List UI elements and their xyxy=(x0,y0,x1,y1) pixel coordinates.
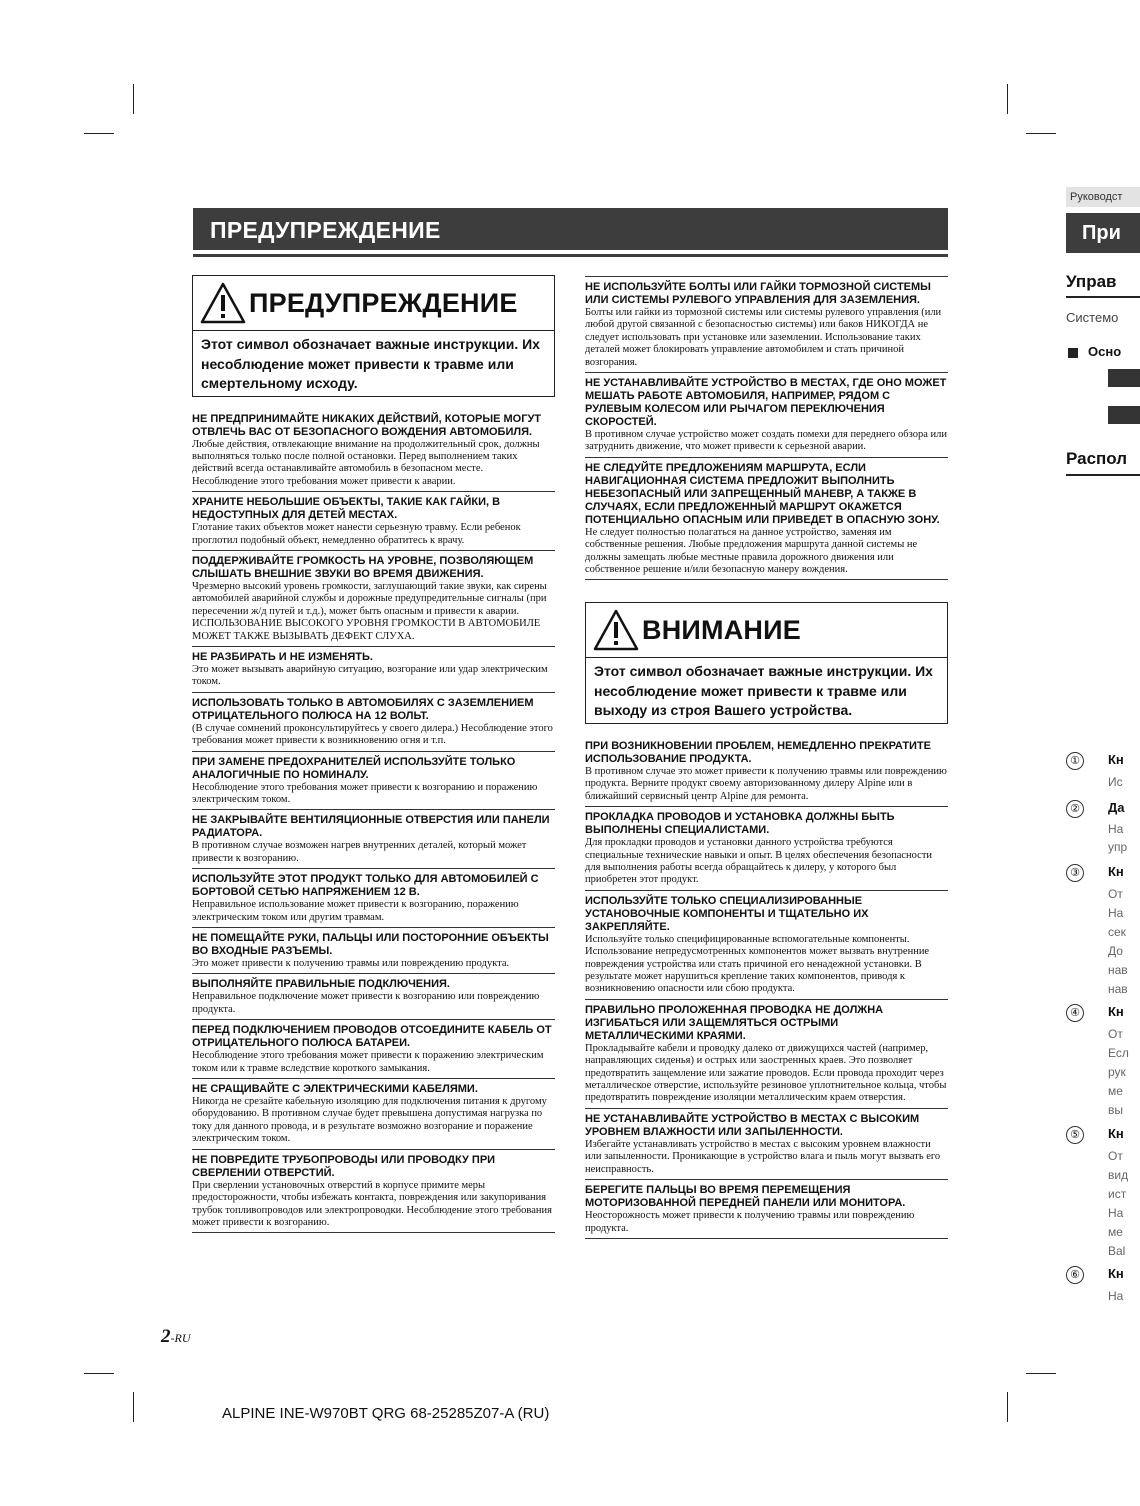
peek-rule xyxy=(1066,296,1140,298)
list-item xyxy=(585,458,948,581)
right-column xyxy=(585,276,948,1239)
item-body: Неосторожность может привести к получению травмы или повреждению продукта. xyxy=(585,1210,915,1234)
callout-text: вы xyxy=(1108,1103,1123,1117)
callout-text: На xyxy=(1108,1206,1124,1220)
item-body: Используйте только специфицированные вспомогательные компоненты. Использование непредусмотренных компонентов может вызвать внутренние повреждения устройства или стать причиной его ненадежной установки. В результате может нарушиться крепление таких компонентов, приводя к возникновению опасности или сбою продукта. xyxy=(585,933,930,995)
page-number-value: 2 xyxy=(161,1326,171,1347)
item-body: Прокладывайте кабели и проводку далеко от движущихся частей (например, направляющих сиденья) и острых или заостренных краев. Это позволяет предотвратить защемление или зажатие проводов. Если провода проходит через металлическое отверстие, используйте резиновое уплотнительное кольца, чтобы предотвратить повреждение изоляции металлическим краем отверстия. xyxy=(585,1042,947,1104)
crop-mark xyxy=(84,133,114,134)
footer-text: ALPINE INE-W970BT QRG 68-25285Z07-A (RU) xyxy=(222,1405,550,1422)
callout-text: До xyxy=(1108,944,1123,958)
list-item xyxy=(192,409,555,493)
item-heading: ПРОКЛАДКА ПРОВОДОВ И УСТАНОВКА ДОЛЖНЫ БЫТЬ ВЫПОЛНЕНЫ СПЕЦИАЛИСТАМИ. xyxy=(585,811,895,837)
peek-gray-tab: Руководст xyxy=(1066,187,1140,207)
list-item xyxy=(192,693,555,752)
crop-mark xyxy=(84,1373,114,1374)
callout-number: ⑥ xyxy=(1066,1266,1084,1284)
item-heading: НЕ ПОВРЕДИТЕ ТРУБОПРОВОДЫ ИЛИ ПРОВОДКУ ПРИ СВЕРЛЕНИИ ОТВЕРСТИЙ. xyxy=(192,1153,496,1179)
list-item xyxy=(585,276,948,373)
left-column xyxy=(192,275,555,1233)
crop-mark xyxy=(1007,1392,1008,1422)
list-item xyxy=(585,373,948,458)
item-heading: ХРАНИТЕ НЕБОЛЬШИЕ ОБЪЕКТЫ, ТАКИЕ КАК ГАЙКИ, В НЕДОСТУПНЫХ ДЛЯ ДЕТЕЙ МЕСТАХ. xyxy=(192,496,501,522)
list-item xyxy=(192,928,555,974)
warning-box-title: ПРЕДУПРЕЖДЕНИЕ xyxy=(249,287,518,318)
crop-mark xyxy=(1026,133,1056,134)
section-banner xyxy=(193,208,948,250)
crop-mark xyxy=(1026,1373,1056,1374)
peek-section-title: Распол xyxy=(1066,449,1128,468)
callout-text: На xyxy=(1108,906,1124,920)
next-page-peek xyxy=(1066,0,1140,1506)
item-heading: НЕ УСТАНАВЛИВАЙТЕ УСТРОЙСТВО В МЕСТАХ С ВЫСОКИМ УРОВНЕМ ВЛАЖНОСТИ ИЛИ ЗАПЫЛЕННОСТИ. xyxy=(585,1112,920,1138)
list-item xyxy=(192,752,555,811)
page-number xyxy=(161,1326,191,1348)
callout-text: ист xyxy=(1108,1187,1127,1201)
peek-bullet-text: Осно xyxy=(1088,344,1122,359)
callout-text: Bal xyxy=(1108,1244,1126,1258)
list-item xyxy=(585,1109,948,1180)
crop-mark xyxy=(133,84,134,114)
list-item xyxy=(585,1000,948,1109)
item-heading: НЕ УСТАНАВЛИВАЙТЕ УСТРОЙСТВО В МЕСТАХ, ГДЕ ОНО МОЖЕТ МЕШАТЬ РАБОТЕ АВТОМОБИЛЯ, НАПРИМЕР, РЯДОМ С РУЛЕВЫМ КОЛЕСОМ ИЛИ РЫЧАГОМ ПЕРЕКЛЮЧЕНИЯ СКОРОСТЕЙ. xyxy=(585,377,947,429)
callout-text: Есл xyxy=(1108,1046,1129,1060)
item-body: В противном случае это может привести к получению травмы или повреждению продукта. Верните продукт своему авторизованному дилеру Alpine или в ближайший сервисный центр Alpine для ремонта. xyxy=(585,765,947,802)
list-item xyxy=(192,492,555,551)
callout-number: ⑤ xyxy=(1066,1126,1084,1144)
list-item xyxy=(585,1180,948,1239)
list-item xyxy=(192,551,555,647)
callout-text: На xyxy=(1108,1289,1124,1303)
callout-text: ме xyxy=(1108,1084,1123,1098)
item-body: Избегайте устанавливать устройство в местах с высоким уровнем влажности или запыленности. Проникающие в устройство влага и пыль могут вызвать его неисправность. xyxy=(585,1138,941,1175)
callout-text: От xyxy=(1108,1149,1123,1163)
list-item xyxy=(192,869,555,928)
crop-mark xyxy=(1007,84,1008,114)
list-item xyxy=(192,1079,555,1150)
callout-text: От xyxy=(1108,1027,1123,1041)
peek-dark-tab: При xyxy=(1066,213,1140,253)
peek-rule xyxy=(1066,474,1140,476)
item-body: При сверлении установочных отверстий в корпусе примите меры предосторожности, чтобы избежать контакта, повреждения или закупоривания трубок топливопроводов или электропроводки. Несоблюдение этого требования может привести к возгоранию. xyxy=(192,1179,552,1228)
item-body: В противном случае возможен нагрев внутренних деталей, который может привести к возгоранию. xyxy=(192,840,527,864)
item-heading: ИСПОЛЬЗОВАТЬ ТОЛЬКО В АВТОМОБИЛЯХ С ЗАЗЕМЛЕНИЕМ ОТРИЦАТЕЛЬНОГО ПОЛЮСА НА 12 ВОЛЬТ. xyxy=(192,696,534,722)
list-item xyxy=(192,974,555,1020)
callout-label: Да xyxy=(1108,800,1125,815)
callout-text: вид xyxy=(1108,1168,1129,1182)
caution-triangle-icon xyxy=(592,608,640,652)
bullet-square-icon xyxy=(1068,348,1078,358)
item-heading: НЕ ИСПОЛЬЗУЙТЕ БОЛТЫ ИЛИ ГАЙКИ ТОРМОЗНОЙ СИСТЕМЫ ИЛИ СИСТЕМЫ РУЛЕВОГО УПРАВЛЕНИЯ ДЛЯ ЗАЗЕМЛЕНИЯ. xyxy=(585,281,931,306)
banner-title: ПРЕДУПРЕЖДЕНИЕ xyxy=(210,217,441,243)
item-body: Болты или гайки из тормозной системы или системы рулевого управления (или любой другой связанной с безопасностью системы) или баков НИКОГДА не следует использовать при установке или заземлении. Использование таких деталей может блокировать управление автомобилем и стать причиной возгорания. xyxy=(585,307,942,368)
item-heading: ПРИ ЗАМЕНЕ ПРЕДОХРАНИТЕЛЕЙ ИСПОЛЬЗУЙТЕ ТОЛЬКО АНАЛОГИЧНЫЕ ПО НОМИНАЛУ. xyxy=(192,755,516,781)
item-heading: НЕ СРАЩИВАЙТЕ С ЭЛЕКТРИЧЕСКИМИ КАБЕЛЯМИ. xyxy=(192,1083,478,1096)
list-item xyxy=(192,647,555,693)
callout-label: Кн xyxy=(1108,1266,1124,1281)
warning-triangle-icon xyxy=(199,281,247,325)
peek-button-block xyxy=(1108,406,1140,424)
warning-box-text: Этот символ обозначает важные инструкции. Их несоблюдение может привести к травме или смертельному исходу. xyxy=(201,336,540,391)
peek-section-title: Управ xyxy=(1066,272,1117,291)
caution-box-text: Этот символ обозначает важные инструкции. Их несоблюдение может привести к травме или выходу из строя Вашего устройства. xyxy=(594,663,933,719)
callout-text: нав xyxy=(1108,982,1128,996)
callout-number: ① xyxy=(1066,752,1084,770)
peek-button-block xyxy=(1108,369,1140,387)
item-body: Несоблюдение этого требования может привести к возгоранию и поражению электрическим током. xyxy=(192,781,538,805)
callout-label: Кн xyxy=(1108,1004,1124,1019)
callout-text: На xyxy=(1108,822,1124,836)
item-heading: БЕРЕГИТЕ ПАЛЬЦЫ ВО ВРЕМЯ ПЕРЕМЕЩЕНИЯ МОТОРИЗОВАННОЙ ПЕРЕДНЕЙ ПАНЕЛИ ИЛИ МОНИТОРА. xyxy=(585,1184,906,1210)
item-body: (В случае сомнений проконсультируйтесь у своего дилера.) Несоблюдение этого требования может привести к возникновению огня и т.п. xyxy=(192,722,553,747)
callout-label: Кн xyxy=(1108,1126,1124,1141)
callout-label: Кн xyxy=(1108,864,1124,879)
callout-text: ме xyxy=(1108,1225,1123,1239)
item-body: В противном случае устройство может создать помехи для переднего обзора или затруднить движение, что может привести к серьезной аварии. xyxy=(585,429,947,453)
list-item xyxy=(192,1020,555,1079)
item-heading: ПРИ ВОЗНИКНОВЕНИИ ПРОБЛЕМ, НЕМЕДЛЕННО ПРЕКРАТИТЕ ИСПОЛЬЗОВАНИЕ ПРОДУКТА. xyxy=(585,739,932,765)
item-heading: ПОДДЕРЖИВАЙТЕ ГРОМКОСТЬ НА УРОВНЕ, ПОЗВОЛЯЮЩЕМ СЛЫШАТЬ ВНЕШНИЕ ЗВУКИ ВО ВРЕМЯ ДВИЖЕНИЯ. xyxy=(192,554,534,580)
item-body: Это может привести к получению травмы или повреждению продукта. xyxy=(192,958,510,970)
list-item xyxy=(585,891,948,1000)
caution-box-title: ВНИМАНИЕ xyxy=(642,614,801,645)
peek-text: Системо xyxy=(1066,310,1119,325)
callout-number: ③ xyxy=(1066,864,1084,882)
list-item xyxy=(192,1150,555,1234)
item-body: Никогда не срезайте кабельную изоляцию для подключения питания к другому оборудованию. В противном случае будет превышена допустимая нагрузка по току для данного провода, и в результате возможно возгорание и поражение электрическим током. xyxy=(192,1096,547,1145)
callout-text: От xyxy=(1108,887,1123,901)
warning-box-header xyxy=(193,276,554,331)
item-body: Не следует полностью полагаться на данное устройство, заменяя им собственные решения. Любые предложения маршрута данной системы не должны замещать любые местные правила дорожного движения или собственное решение и/или безопасную манеру вождения. xyxy=(585,526,918,576)
caution-box-header xyxy=(586,603,947,658)
item-heading: НЕ ЗАКРЫВАЙТЕ ВЕНТИЛЯЦИОННЫЕ ОТВЕРСТИЯ ИЛИ ПАНЕЛИ РАДИАТОРА. xyxy=(192,814,550,840)
warning-box xyxy=(192,275,555,397)
callout-text: рук xyxy=(1108,1065,1126,1079)
item-body: Глотание таких объектов может нанести серьезную травму. Если ребенок проглотил подобный объект, немедленно обратитесь к врачу. xyxy=(192,522,521,546)
item-heading: ИСПОЛЬЗУЙТЕ ТОЛЬКО СПЕЦИАЛИЗИРОВАННЫЕ УСТАНОВОЧНЫЕ КОМПОНЕНТЫ И ТЩАТЕЛЬНО ИХ ЗАКРЕПЛЯЙТЕ. xyxy=(585,894,869,933)
item-heading: НЕ ПРЕДПРИНИМАЙТЕ НИКАКИХ ДЕЙСТВИЙ, КОТОРЫЕ МОГУТ ОТВЛЕЧЬ ВАС ОТ БЕЗОПАСНОГО ВОЖДЕНИЯ АВТОМОБИЛЯ. xyxy=(192,412,542,438)
callout-number: ② xyxy=(1066,800,1084,818)
crop-mark xyxy=(133,1392,134,1422)
callout-text: сек xyxy=(1108,925,1126,939)
item-body: Чрезмерно высокий уровень громкости, заглушающий такие звуки, как сирены автомобилей аварийной службы и дорожные предупредительные сигналы (при пересечении ж/д путей и т.д.), может быть опасным и привести к аварии. ИСПОЛЬЗОВАНИЕ ВЫСОКОГО УРОВНЯ ГРОМКОСТИ В АВТОМОБИЛЕ МОЖЕТ ТАКЖЕ ВЫЗЫВАТЬ ДЕФЕКТ СЛУХА. xyxy=(192,580,547,642)
callout-text: упр xyxy=(1108,840,1128,854)
callout-label: Кн xyxy=(1108,752,1124,767)
list-item xyxy=(585,807,948,891)
item-heading: НЕ СЛЕДУЙТЕ ПРЕДЛОЖЕНИЯМ МАРШРУТА, ЕСЛИ НАВИГАЦИОННАЯ СИСТЕМА ПРЕДЛОЖИТ ВЫПОЛНИТЬ НЕБЕЗОПАСНЫЙ ИЛИ ЗАПРЕЩЕННЫЙ МАНЕВР, А ТАКЖЕ В СЛУЧАЯХ, ЕСЛИ ПРЕДЛОЖЕННЫЙ МАРШРУТ ОКАЖЕТСЯ ПОТЕНЦИАЛЬНО ОПАСНЫМ ИЛИ ПРИВЕДЕТ В ОПАСНУЮ ЗОНУ. xyxy=(585,461,940,526)
page-suffix: -RU xyxy=(170,1331,191,1345)
item-heading: ПЕРЕД ПОДКЛЮЧЕНИЕМ ПРОВОДОВ ОТСОЕДИНИТЕ КАБЕЛЬ ОТ ОТРИЦАТЕЛЬНОГО ПОЛЮСА БАТАРЕИ. xyxy=(192,1024,552,1050)
item-body: Для прокладки проводов и установки данного устройства требуются специальные технические навыки и опыт. В целях обеспечения безопасности для выполнения работы всегда обращайтесь к дилеру, у которого был приобретен этот продукт. xyxy=(585,837,933,886)
item-body: Это может вызывать аварийную ситуацию, возгорание или удар электрическим током. xyxy=(192,663,548,688)
callout-number: ④ xyxy=(1066,1004,1084,1022)
item-heading: ПРАВИЛЬНО ПРОЛОЖЕННАЯ ПРОВОДКА НЕ ДОЛЖНА ИЗГИБАТЬСЯ ИЛИ ЗАЩЕМЛЯТЬСЯ ОСТРЫМИ МЕТАЛЛИЧЕСКИМИ КРАЯМИ. xyxy=(585,1003,884,1042)
item-body: Любые действия, отвлекающие внимание на продолжительный срок, должны выполняться только после полной остановки. Перед выполнением таких действий всегда останавливайте автомобиль в безопасном месте. xyxy=(192,438,540,475)
caution-box xyxy=(585,602,948,724)
list-item xyxy=(192,810,555,869)
callout-text: Ис xyxy=(1108,775,1123,789)
banner-rule xyxy=(193,254,948,257)
item-body: Несоблюдение этого требования может привести к поражению электрическим током или к травме вследствие короткого замыкания. xyxy=(192,1050,544,1074)
item-body: Неправильное использование может привести к возгоранию, поражению электрическим током или другим травмам. xyxy=(192,899,519,923)
list-item xyxy=(585,736,948,807)
item-heading: НЕ РАЗБИРАТЬ И НЕ ИЗМЕНЯТЬ. xyxy=(192,650,373,663)
item-body: Несоблюдение этого требования может привести к аварии. xyxy=(192,475,456,487)
item-heading: ВЫПОЛНЯЙТЕ ПРАВИЛЬНЫЕ ПОДКЛЮЧЕНИЯ. xyxy=(192,978,450,991)
callout-text: нав xyxy=(1108,963,1128,977)
item-body: Неправильное подключение может привести к возгоранию или повреждению продукта. xyxy=(192,991,540,1015)
item-heading: НЕ ПОМЕЩАЙТЕ РУКИ, ПАЛЬЦЫ ИЛИ ПОСТОРОННИЕ ОБЪЕКТЫ ВО ВХОДНЫЕ РАЗЪЕМЫ. xyxy=(192,932,549,958)
item-heading: ИСПОЛЬЗУЙТЕ ЭТОТ ПРОДУКТ ТОЛЬКО ДЛЯ АВТОМОБИЛЕЙ С БОРТОВОЙ СЕТЬЮ НАПРЯЖЕНИЕМ 12 В. xyxy=(192,873,539,899)
